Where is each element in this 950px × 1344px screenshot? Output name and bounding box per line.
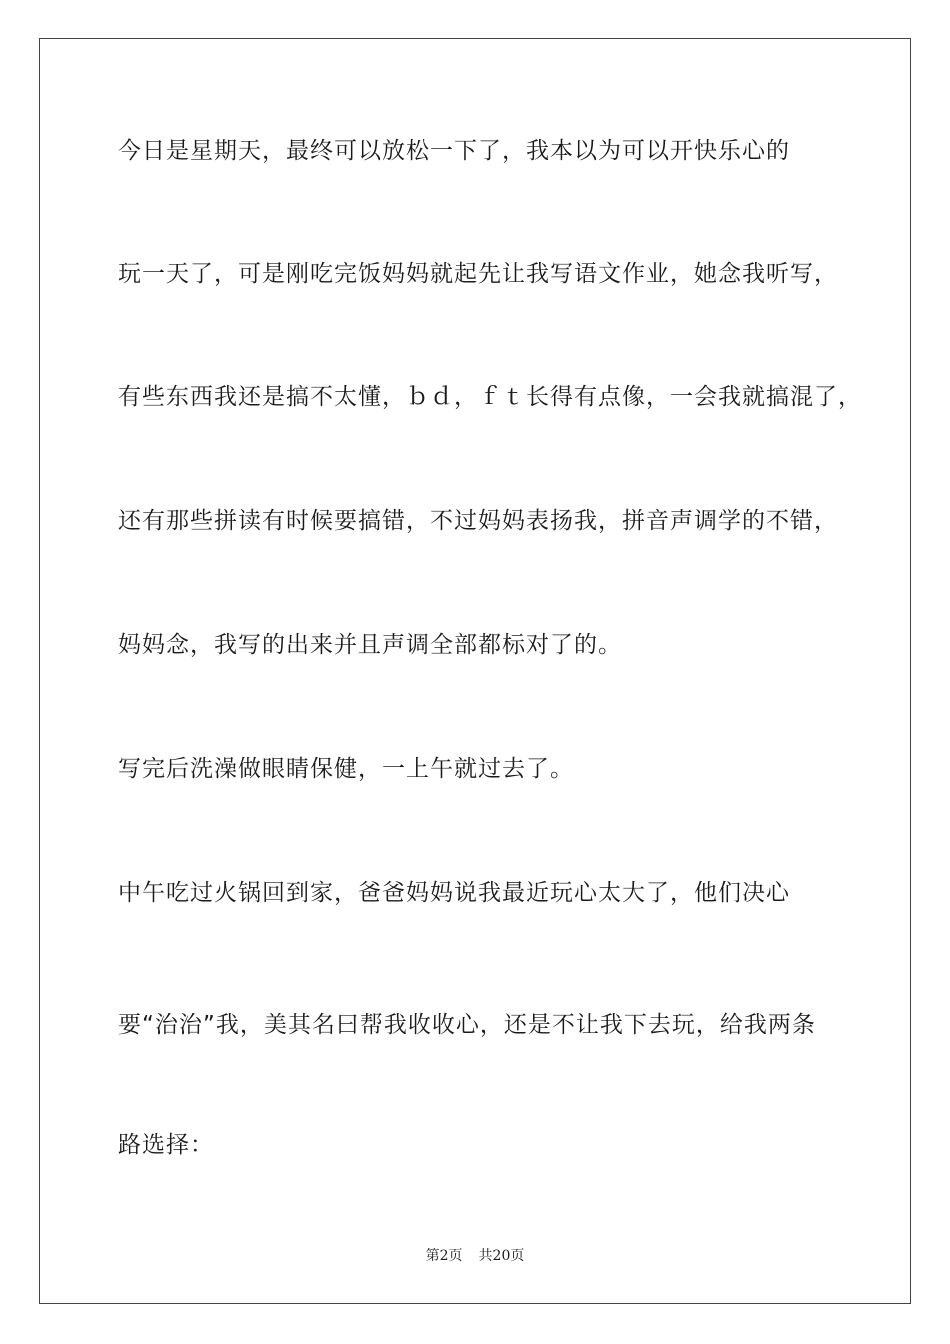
page-border (39, 38, 911, 1304)
text-line-8: 要“治治”我，美其名曰帮我收收心，还是不让我下去玩，给我两条 (118, 1012, 816, 1038)
text-line-5: 妈妈念，我写的出来并且声调全部都标对了的。 (118, 632, 622, 658)
text-line-6: 写完后洗澡做眼睛保健，一上午就过去了。 (118, 756, 574, 782)
text-line-3: 有些东西我还是搞不太懂，ｂｄ，ｆｔ长得有点像，一会我就搞混了， (118, 384, 862, 410)
text-line-7: 中午吃过火锅回到家，爸爸妈妈说我最近玩心太大了，他们决心 (118, 880, 790, 906)
text-line-2: 玩一天了，可是刚吃完饭妈妈就起先让我写语文作业，她念我听写， (118, 261, 838, 287)
page-total: 共20页 (478, 1248, 525, 1264)
text-line-1: 今日是星期天，最终可以放松一下了，我本以为可以开快乐心的 (118, 138, 790, 164)
text-line-4: 还有那些拼读有时候要搞错，不过妈妈表扬我，拼音声调学的不错， (118, 508, 838, 534)
text-line-9: 路选择： (118, 1132, 214, 1158)
page-footer (0, 1247, 950, 1265)
page-number: 第2页 (425, 1248, 463, 1264)
